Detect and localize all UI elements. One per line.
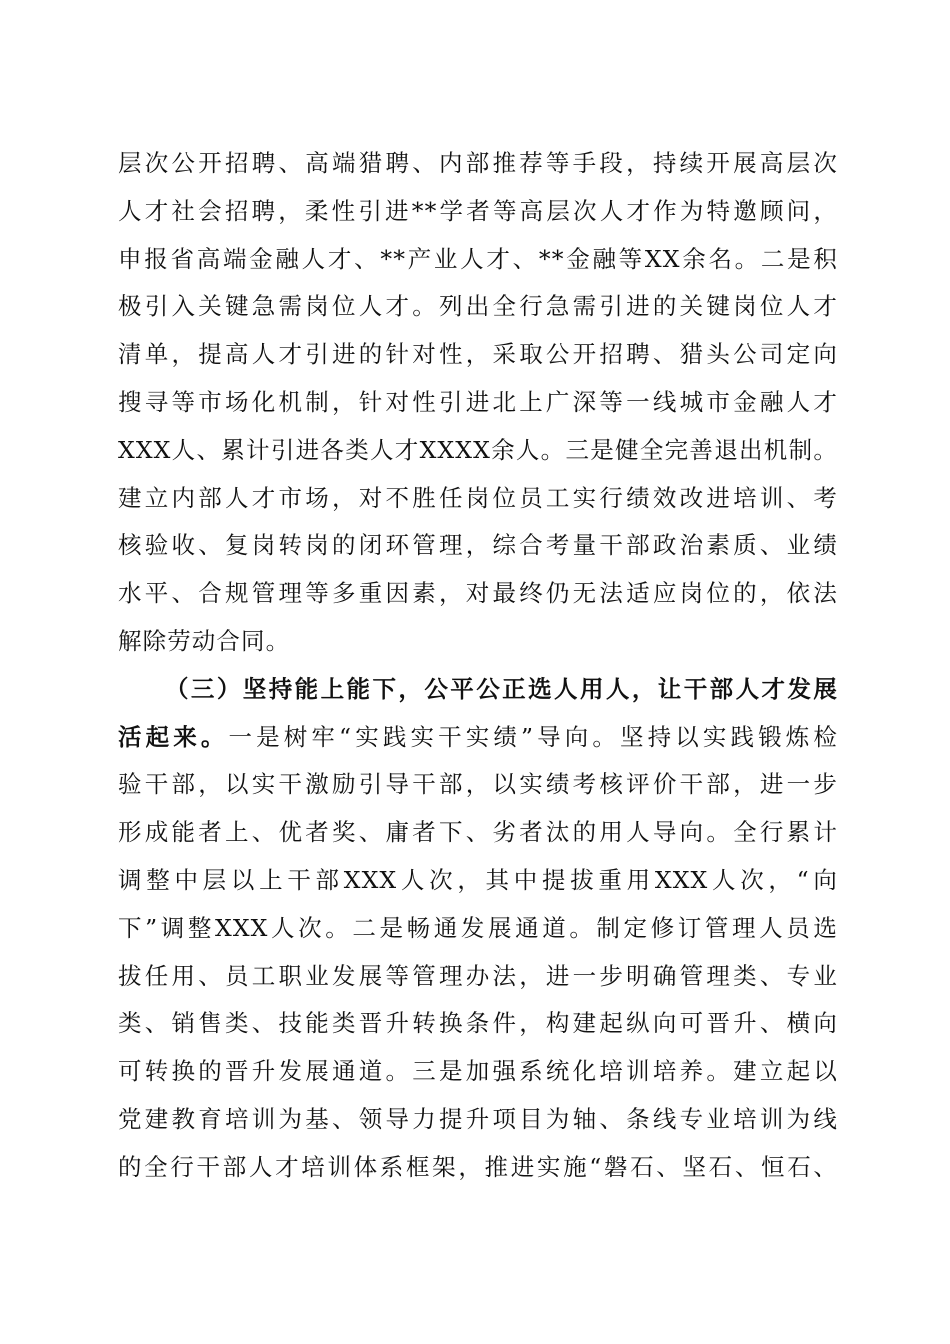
p2-line-2	[118, 714, 838, 762]
p1-line-3: 申报省高端金融人才、**产业人才、**金融等XX余名。二是积	[118, 244, 838, 273]
p1-line-6: 搜寻等市场化机制，针对性引进北上广深等一线城市金融人才	[118, 387, 838, 416]
section-heading-3-end: 活起来。	[118, 722, 229, 751]
p1-line-10: 水平、合规管理等多重因素，对最终仍无法适应岗位的，依法	[118, 579, 838, 608]
p2-line-9: 可转换的晋升发展通道。三是加强系统化培训培养。建立起以	[118, 1057, 838, 1086]
p2-line-11: 的全行干部人才培训体系框架，推进实施“磐石、坚石、恒石、	[118, 1152, 838, 1181]
p2-line-3: 验干部，以实干激励引导干部，以实绩考核评价干部，进一步	[118, 770, 838, 799]
p1-line-7: XXX人、累计引进各类人才XXXX余人。三是健全完善退出机制。	[118, 435, 838, 464]
p1-line-1: 层次公开招聘、高端猎聘、内部推荐等手段，持续开展高层次	[118, 149, 838, 177]
p2-line-8: 类、销售类、技能类晋升转换条件，构建起纵向可晋升、横向	[118, 1009, 838, 1038]
p1-line-8: 建立内部人才市场，对不胜任岗位员工实行绩效改进培训、考	[118, 483, 838, 512]
p2-line-2-rest: 一是树牢“实践实干实绩”导向。坚持以实践锻炼检	[228, 722, 839, 751]
p1-line-4: 极引入关键急需岗位人才。列出全行急需引进的关键岗位人才	[118, 292, 838, 321]
document-body	[118, 140, 838, 1192]
section-heading-3: （三）坚持能上能下，公平公正选人用人，让干部人才发展	[165, 674, 838, 703]
p2-line-6: 下”调整XXX人次。二是畅通发展通道。制定修订管理人员选	[118, 913, 838, 942]
p1-line-5: 清单，提高人才引进的针对性，采取公开招聘、猎头公司定向	[118, 340, 838, 369]
p2-line-5: 调整中层以上干部XXX人次，其中提拔重用XXX人次，“向	[118, 865, 838, 894]
p2-line-4: 形成能者上、优者奖、庸者下、劣者汰的用人导向。全行累计	[118, 818, 838, 847]
p1-line-11: 解除劳动合同。	[118, 626, 291, 655]
p2-line-7: 拔任用、员工职业发展等管理办法，进一步明确管理类、专业	[118, 961, 838, 990]
p2-line-10: 党建教育培训为基、领导力提升项目为轴、条线专业培训为线	[118, 1104, 838, 1133]
p1-line-2: 人才社会招聘，柔性引进**学者等高层次人才作为特邀顾问，	[118, 196, 838, 225]
p1-line-9: 核验收、复岗转岗的闭环管理，综合考量干部政治素质、业绩	[118, 531, 838, 560]
